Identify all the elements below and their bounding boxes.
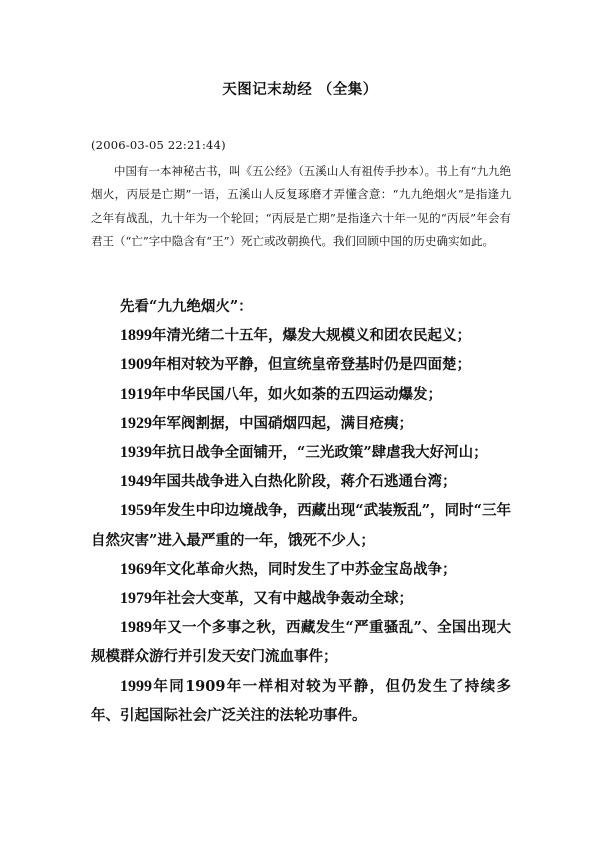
main-body [91, 292, 511, 730]
paragraph-text: 年发生中印边境战争，西藏出现“武装叛乱”，同时“三年自然灾害”进入最严重的一年，饿死不少人； [91, 502, 511, 549]
paragraph-1909 [91, 350, 511, 379]
paragraph-year: 1959 [120, 502, 152, 520]
paragraph-text: 年又一个多事之秋，西藏发生“严重骚乱”、全国出现大规模群众游行并引发天安门流血事件； [91, 619, 511, 666]
paragraph-year: 1909 [120, 356, 152, 374]
paragraph-year: 1999 [120, 677, 152, 695]
paragraph-text: 年清光绪二十五年，爆发大规模义和团农民起义； [152, 327, 471, 345]
paragraph-year: 1919 [120, 385, 152, 403]
paragraph-text: 年同1909年一样相对较为平静，但仍发生了持续多年、引起国际社会广泛关注的法轮功事件。 [91, 677, 511, 724]
paragraph-year: 1929 [120, 414, 152, 432]
intro-paragraph: 中国有一本神秘古书，叫《五公经》（五溪山人有祖传手抄本）。书上有“九九绝烟火，丙辰是亡期”一语，五溪山人反复琢磨才弄懂含意：“九九绝烟火”是指逢九之年有战乱，九十年为一个轮回；“丙辰是亡期”是指逢六十年一见的“丙辰”年会有君王（“亡”字中隐含有“王”）死亡或改朝换代。我们回顾中国的历史确实如此。 [91, 164, 511, 248]
paragraph-text: 年相对较为平静，但宣统皇帝登基时仍是四面楚； [152, 356, 471, 374]
paragraph-text: 年文化革命火热，同时发生了中苏金宝岛战争； [152, 560, 457, 578]
paragraph-text: 年军阀割据，中国硝烟四起，满目疮痍； [152, 414, 413, 432]
paragraph-lead [91, 292, 511, 321]
paragraph-text: 年社会大变革，又有中越战争轰动全球； [152, 590, 413, 608]
document-title: 天图记末劫经 （全集） [222, 81, 378, 98]
paragraph-year: 1899 [120, 327, 152, 345]
paragraph-year: 1989 [120, 619, 152, 637]
paragraph-1899 [91, 321, 511, 350]
paragraph-year: 1969 [120, 560, 152, 578]
paragraph-1959 [91, 496, 511, 554]
paragraph-1929 [91, 409, 511, 438]
paragraph-1979 [91, 584, 511, 613]
paragraph-text: 年抗日战争全面铺开，“三光政策”肆虐我大好河山； [152, 444, 488, 462]
paragraph-1939 [91, 438, 511, 467]
paragraph-1969 [91, 555, 511, 584]
paragraph-1989 [91, 613, 511, 671]
post-timestamp: (2006-03-05 22:21:44) [91, 138, 226, 152]
paragraph-year: 1949 [120, 473, 152, 491]
paragraph-1999 [91, 672, 511, 730]
paragraph-1919 [91, 380, 511, 409]
paragraph-year: 1979 [120, 590, 152, 608]
paragraph-text: 年国共战争进入白热化阶段，蒋介石逃通台湾； [152, 473, 457, 491]
paragraph-text: 先看“九九绝烟火”： [120, 298, 253, 315]
paragraph-text: 年中华民国八年，如火如荼的五四运动爆发； [152, 385, 442, 403]
paragraph-year: 1939 [120, 444, 152, 462]
paragraph-1949 [91, 467, 511, 496]
